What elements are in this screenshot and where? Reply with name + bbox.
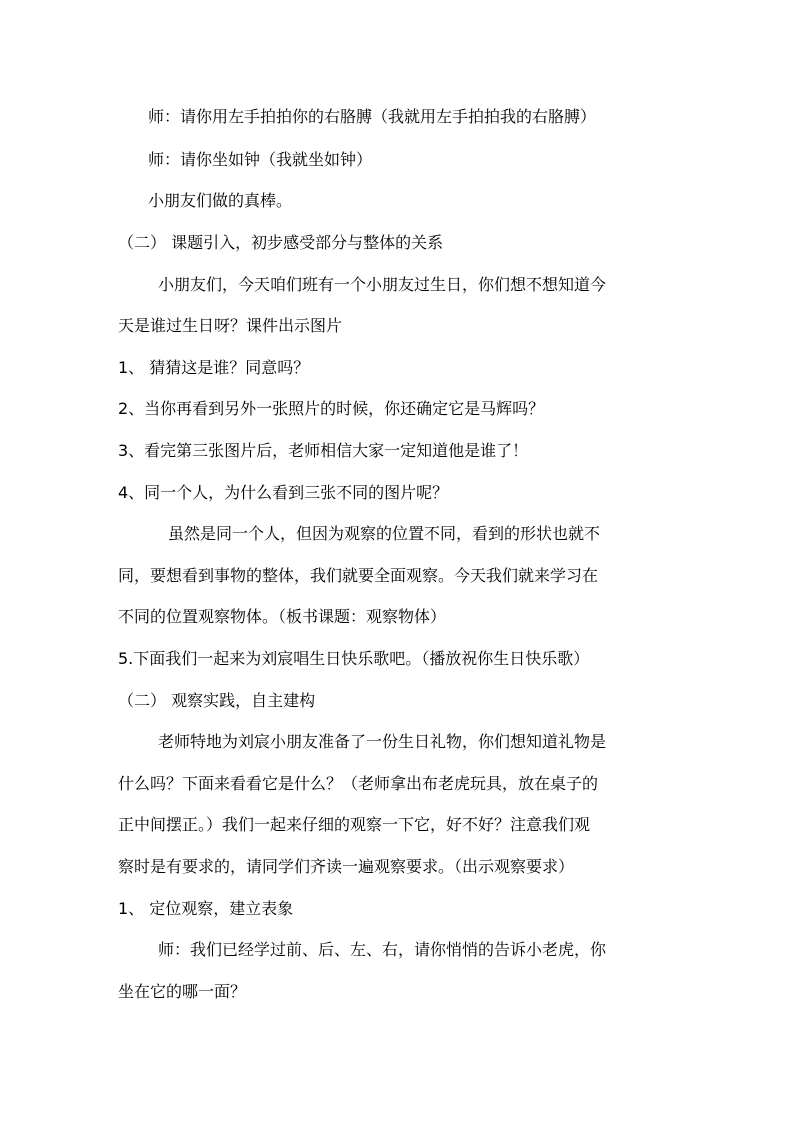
section-heading: （二） 观察实践，自主建构: [118, 691, 316, 710]
text-line: 老师特地为刘宸小朋友准备了一份生日礼物，你们想知道礼物是: [158, 732, 607, 751]
list-item: 5.下面我们一起来为刘宸唱生日快乐歌吧。（播放祝你生日快乐歌）: [118, 649, 590, 668]
text-line: 天是谁过生日呀？课件出示图片: [118, 316, 343, 335]
text-line: 不同的位置观察物体。（板书课题：观察物体）: [118, 607, 447, 626]
list-item: 4、同一个人，为什么看到三张不同的图片呢？: [118, 483, 449, 502]
text-line: 什么吗？下面来看看它是什么？（老师拿出布老虎玩具，放在桌子的: [118, 774, 599, 793]
text-line: 察时是有要求的，请同学们齐读一遍观察要求。（出示观察要求）: [118, 857, 575, 876]
list-item: 2、当你再看到另外一张照片的时候，你还确定它是马辉吗？: [118, 399, 545, 418]
text-line: 小朋友们做的真棒。: [148, 191, 293, 210]
list-item: 3、看完第三张图片后，老师相信大家一定知道他是谁了！: [118, 441, 529, 460]
text-line: 虽然是同一个人，但因为观察的位置不同，看到的形状也就不: [168, 524, 601, 543]
text-line: 小朋友们，今天咱们班有一个小朋友过生日，你们想不想知道今: [158, 275, 607, 294]
list-item: 1、 定位观察，建立表象: [118, 899, 294, 918]
list-item: 1、 猜猜这是谁？同意吗？: [118, 358, 310, 377]
text-line: 师：请你坐如钟（我就坐如钟）: [148, 150, 373, 169]
text-line: 同，要想看到事物的整体，我们就要全面观察。今天我们就来学习在: [118, 566, 599, 585]
text-line: 正中间摆正。）我们一起来仔细的观察一下它，好不好？注意我们观: [118, 815, 591, 834]
text-line: 师：请你用左手拍拍你的右胳膊（我就用左手拍拍我的右胳膊）: [148, 107, 597, 126]
text-line: 坐在它的哪一面？: [118, 982, 247, 1001]
text-line: 师：我们已经学过前、后、左、右，请你悄悄的告诉小老虎，你: [158, 940, 607, 959]
section-heading: （二） 课题引入，初步感受部分与整体的关系: [118, 233, 444, 252]
